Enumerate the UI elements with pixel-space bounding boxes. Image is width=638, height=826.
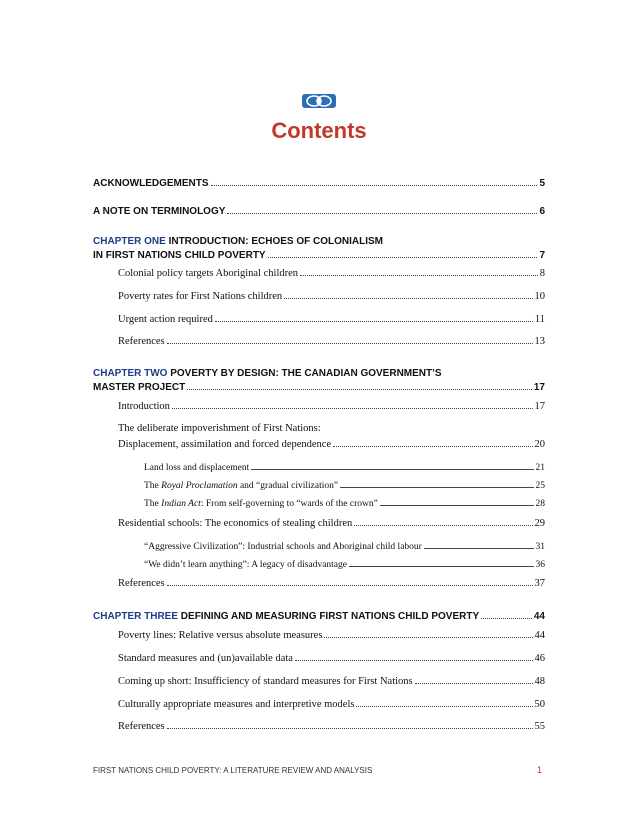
toc-entry-aggressive-civilization[interactable] <box>144 542 545 552</box>
toc-entry-urgent-action[interactable] <box>118 314 545 325</box>
toc-entry-introduction[interactable] <box>118 401 545 412</box>
toc-page-number: 17 <box>533 382 545 393</box>
chapter-label: CHAPTER ONE <box>93 236 166 247</box>
toc-page-number: 48 <box>534 676 545 687</box>
chapter-title-line1: INTRODUCTION: ECHOES OF COLONIALISM <box>168 236 384 247</box>
toc-entry-label: References <box>118 578 165 589</box>
toc-entry-label <box>144 499 378 509</box>
toc-page-number: 29 <box>534 518 545 529</box>
toc-entry-coming-up-short[interactable] <box>118 676 545 687</box>
footer-title: FIRST NATIONS CHILD POVERTY: A LITERATURE REVIEW AND ANALYSIS <box>93 766 373 775</box>
page-title: Contents <box>271 118 367 143</box>
toc-entry-label: “We didn’t learn anything”: A legacy of disadvantage <box>144 560 347 570</box>
toc-entry-references-ch2[interactable] <box>118 578 545 589</box>
leader-dots <box>340 487 533 488</box>
leader-dots <box>251 469 533 470</box>
toc-entry-label: Land loss and displacement <box>144 463 250 473</box>
toc-page-number: 36 <box>535 560 545 570</box>
label-suffix: : From self-governing to “wards of the crown” <box>200 499 378 509</box>
toc-page-number: 44 <box>533 611 545 622</box>
leader-dots <box>284 297 532 299</box>
label-italic-title: Royal Proclamation <box>161 481 238 491</box>
toc-entry-acknowledgements[interactable] <box>93 178 545 189</box>
toc-entry-label: Residential schools: The economics of stealing children <box>118 518 353 529</box>
toc-entry-culturally-appropriate[interactable] <box>118 699 545 710</box>
leader-dots <box>167 342 533 344</box>
leader-dots <box>354 524 532 526</box>
toc-entry-chapter-two[interactable] <box>93 382 545 393</box>
interlocking-ovals-logo-icon <box>301 92 337 110</box>
toc-page-number: 13 <box>534 336 545 347</box>
toc-entry-label: References <box>118 721 165 732</box>
toc-entry-impoverishment[interactable] <box>118 439 545 450</box>
toc-entry-colonial-policy[interactable] <box>118 268 545 279</box>
toc-entry-residential-schools[interactable] <box>118 518 545 529</box>
chapter-title-line2: MASTER PROJECT <box>93 382 186 393</box>
toc-page-number: 25 <box>535 481 545 491</box>
chapter-two-heading[interactable] <box>93 368 442 379</box>
label-italic-title: Indian Act <box>161 499 201 509</box>
toc-page-number: 17 <box>534 401 545 412</box>
toc-page-number: 6 <box>539 206 545 217</box>
chapter-three-heading <box>93 611 479 622</box>
leader-dots <box>295 659 533 661</box>
chapter-one-heading[interactable] <box>93 236 383 247</box>
toc-page-number: 20 <box>534 439 545 450</box>
leader-dots <box>215 320 533 322</box>
leader-dots <box>211 184 538 186</box>
toc-entry-label: Displacement, assimilation and forced dependence <box>118 439 332 450</box>
toc-entry-chapter-one[interactable] <box>93 250 545 261</box>
toc-page-number: 21 <box>535 463 545 473</box>
leader-dots <box>380 505 534 506</box>
leader-dots <box>167 584 533 586</box>
leader-dots <box>333 445 532 447</box>
toc-entry-label <box>144 481 338 491</box>
toc-entry-label: Coming up short: Insufficiency of standard measures for First Nations <box>118 676 413 687</box>
toc-page-number: 10 <box>534 291 545 302</box>
label-prefix: The <box>144 499 162 509</box>
footer-page-number: 1 <box>537 765 543 775</box>
toc-entry-label: Poverty rates for First Nations children <box>118 291 283 302</box>
toc-entry-label: References <box>118 336 165 347</box>
toc-page-number: 7 <box>539 250 545 261</box>
toc-page-number: 46 <box>534 653 545 664</box>
toc-page-number: 44 <box>534 630 545 641</box>
toc-entry-label: ACKNOWLEDGEMENTS <box>93 178 209 189</box>
toc-entry-royal-proclamation[interactable] <box>144 481 545 491</box>
leader-dots <box>300 274 538 276</box>
toc-entry-label: “Aggressive Civilization”: Industrial schools and Aboriginal child labour <box>144 542 422 552</box>
toc-entry-poverty-rates[interactable] <box>118 291 545 302</box>
toc-page-number: 37 <box>534 578 545 589</box>
toc-entry-legacy-disadvantage[interactable] <box>144 560 545 570</box>
toc-entry-label: Poverty lines: Relative versus absolute measures <box>118 630 323 641</box>
leader-dots <box>268 256 538 258</box>
toc-entry-standard-measures[interactable] <box>118 653 545 664</box>
toc-entry-label: Culturally appropriate measures and interpretive models <box>118 699 355 710</box>
leader-dots <box>227 212 537 214</box>
toc-page-number: 55 <box>534 721 545 732</box>
toc-page-number: 8 <box>539 268 545 279</box>
leader-dots <box>349 566 534 567</box>
toc-page-number: 31 <box>535 542 545 552</box>
leader-dots <box>187 388 532 390</box>
chapter-title-line1: POVERTY BY DESIGN: THE CANADIAN GOVERNMENT’S <box>170 368 442 379</box>
toc-entry-poverty-lines[interactable] <box>118 630 545 641</box>
toc-entry-label: Standard measures and (un)available data <box>118 653 293 664</box>
toc-entry-chapter-three[interactable] <box>93 611 545 622</box>
chapter-label: CHAPTER TWO <box>93 368 168 379</box>
toc-entry-land-loss[interactable] <box>144 463 545 473</box>
chapter-title-line2: IN FIRST NATIONS CHILD POVERTY <box>93 250 266 261</box>
chapter-title-line1: DEFINING AND MEASURING FIRST NATIONS CHILD POVERTY <box>180 611 480 622</box>
toc-entry-terminology[interactable] <box>93 206 545 217</box>
label-prefix: The <box>144 481 162 491</box>
leader-dots <box>167 727 533 729</box>
leader-dots <box>481 617 532 619</box>
leader-dots <box>172 407 533 409</box>
label-suffix: and “gradual civilization” <box>237 481 339 491</box>
leader-dots <box>415 682 533 684</box>
toc-entry-label: Colonial policy targets Aboriginal children <box>118 268 299 279</box>
toc-page-number: 50 <box>534 699 545 710</box>
toc-page-number: 11 <box>534 314 545 325</box>
leader-dots <box>356 705 532 707</box>
toc-entry-label: The deliberate impoverishment of First Nations: <box>118 423 321 434</box>
toc-entry-label: Urgent action required <box>118 314 213 325</box>
toc-entry-label: A NOTE ON TERMINOLOGY <box>93 206 226 217</box>
toc-entry-impoverishment-line1[interactable] <box>118 423 321 434</box>
leader-dots <box>324 636 532 638</box>
chapter-label: CHAPTER THREE <box>93 611 179 622</box>
toc-page-number: 28 <box>535 499 545 509</box>
toc-entry-references-ch1[interactable] <box>118 336 545 347</box>
toc-entry-label: Introduction <box>118 401 170 412</box>
toc-page-number: 5 <box>539 178 545 189</box>
toc-entry-indian-act[interactable] <box>144 499 545 509</box>
toc-entry-references-ch3[interactable] <box>118 721 545 732</box>
leader-dots <box>424 548 534 549</box>
